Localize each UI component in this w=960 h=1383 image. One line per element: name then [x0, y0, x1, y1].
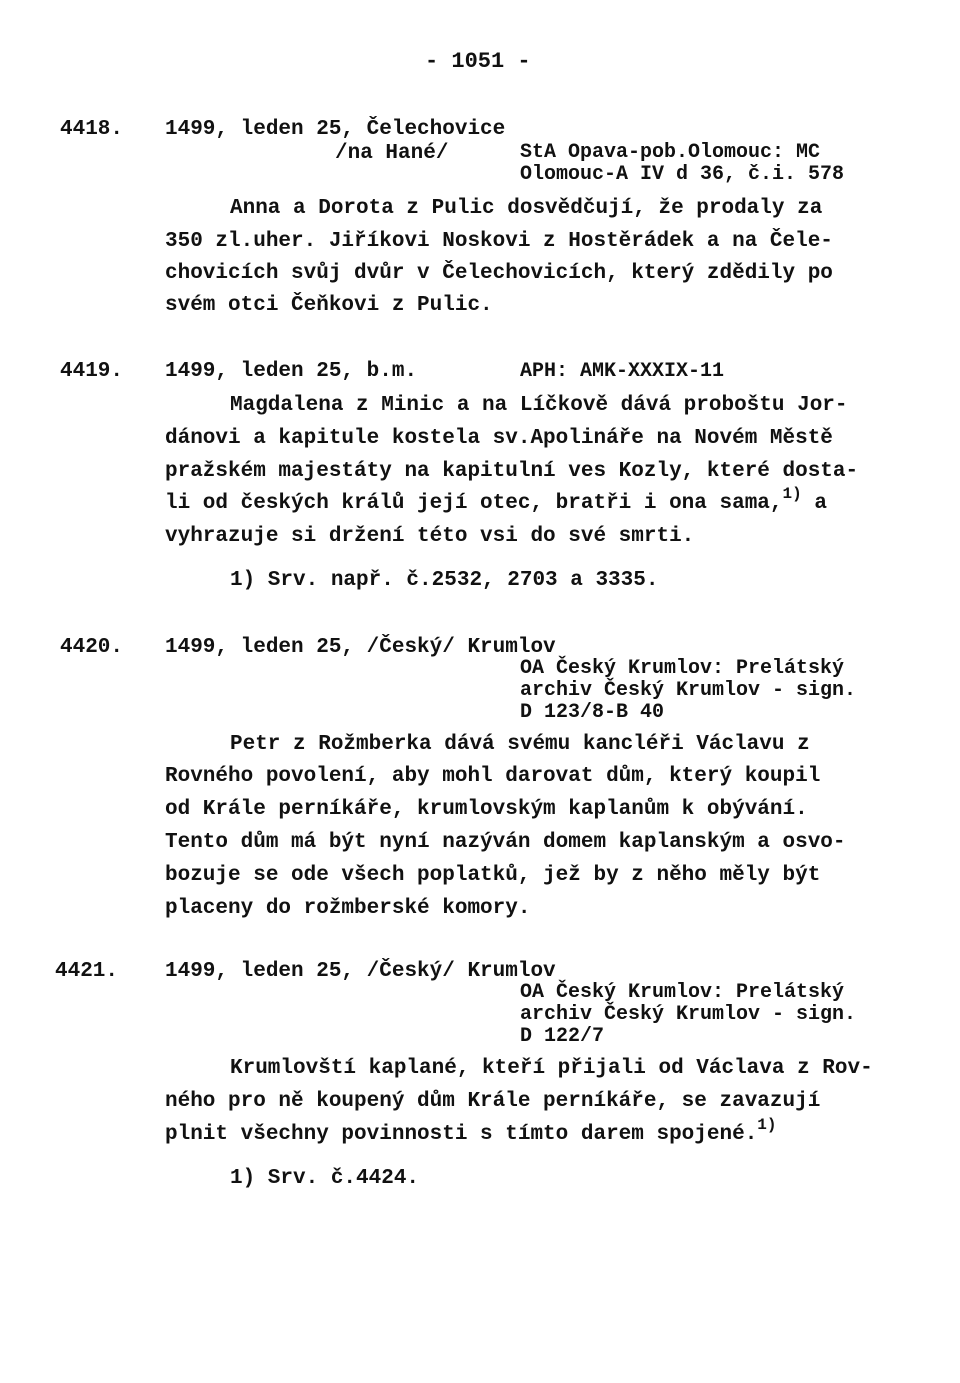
footnote-mark: 1): [782, 485, 802, 503]
regest-line: Rovného povolení, aby mohl darovat dům, který koupil: [165, 765, 821, 788]
regest-line: bozuje se ode všech poplatků, jež by z něho měly být: [165, 864, 821, 887]
page-number: - 1051 -: [425, 49, 531, 74]
regest-line: Magdalena z Minic a na Líčkově dává proboštu Jor-: [230, 394, 848, 417]
regest-line: Petr z Rožmberka dává svému kancléři Václavu z: [230, 733, 810, 756]
regest-line: Tento dům má být nyní nazýván domem kaplanským a osvo-: [165, 831, 846, 854]
regest-line: [165, 1116, 777, 1147]
entry-date: 1499, leden 25, /Český/ Krumlov: [165, 960, 556, 983]
archive-source: OA Český Krumlov: Prelátský: [520, 657, 845, 680]
regest-line: Anna a Dorota z Pulic dosvědčují, že prodaly za: [230, 197, 823, 220]
regest-line: placeny do rožmberské komory.: [165, 897, 531, 920]
footnote: 1) Srv. např. č.2532, 2703 a 3335.: [230, 569, 659, 592]
entry-number: 4420.: [60, 636, 124, 659]
archive-source: StA Opava-pob.Olomouc: MC: [520, 141, 821, 164]
regest-text: li od českých králů její otec, bratři i ona sama,: [165, 492, 783, 515]
regest-line: od Krále perníkáře, krumlovským kaplanům k obývání.: [165, 798, 808, 821]
regest-line: svém otci Čeňkovi z Pulic.: [165, 294, 493, 317]
archive-source: Olomouc-A IV d 36, č.i. 578: [520, 163, 845, 186]
regest-line: vyhrazuje si držení této vsi do své smrti.: [165, 525, 695, 548]
entry-date-continued: /na Hané/: [335, 142, 449, 165]
entry-number: 4418.: [60, 118, 124, 141]
regest-line: Krumlovští kaplané, kteří přijali od Václava z Rov-: [230, 1057, 873, 1080]
regest-line: [165, 485, 827, 516]
archive-source: archiv Český Krumlov - sign.: [520, 679, 857, 702]
footnote-mark: 1): [757, 1116, 777, 1134]
archive-source: OA Český Krumlov: Prelátský: [520, 981, 845, 1004]
archive-source: APH: AMK-XXXIX-11: [520, 360, 725, 383]
archive-source: D 123/8-B 40: [520, 701, 665, 724]
regest-text-tail: a: [801, 492, 827, 515]
entry-date: 1499, leden 25, b.m.: [165, 360, 418, 383]
regest-line: ného pro ně koupený dům Krále perníkáře, se zavazují: [165, 1090, 821, 1113]
entry-date: 1499, leden 25, /Český/ Krumlov: [165, 636, 556, 659]
regest-line: pražském majestáty na kapitulní ves Kozly, které dosta-: [165, 460, 859, 483]
regest-text: plnit všechny povinnosti s tímto darem spojené.: [165, 1123, 758, 1146]
regest-line: dánovi a kapitule kostela sv.Apolináře na Novém Městě: [165, 427, 833, 450]
entry-date: 1499, leden 25, Čelechovice: [165, 118, 506, 141]
archive-source: archiv Český Krumlov - sign.: [520, 1003, 857, 1026]
entry-number: 4421.: [55, 960, 119, 983]
regest-line: chovicích svůj dvůr v Čelechovicích, který zdědily po: [165, 262, 833, 285]
regest-line: 350 zl.uher. Jiříkovi Noskovi z Hostěrádek a na Čele-: [165, 230, 833, 253]
archive-source: D 122/7: [520, 1025, 605, 1048]
entry-number: 4419.: [60, 360, 124, 383]
footnote: 1) Srv. č.4424.: [230, 1167, 420, 1190]
